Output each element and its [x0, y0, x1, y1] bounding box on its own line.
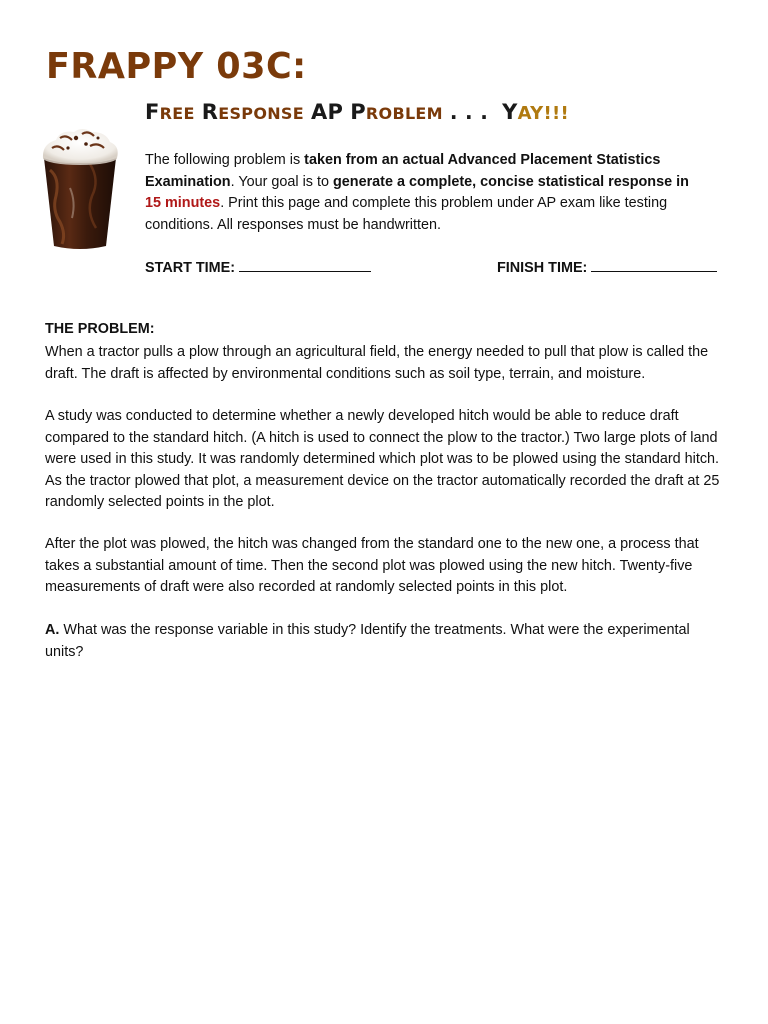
problem-heading: THE PROBLEM: — [45, 321, 155, 337]
start-time-blank — [239, 257, 371, 272]
question-a — [45, 620, 730, 663]
start-time-label: START TIME: — [145, 260, 236, 276]
frappe-drink-icon — [30, 118, 130, 258]
time-limit-highlight: 15 minutes — [145, 195, 221, 211]
question-a-label: A. — [45, 622, 60, 638]
question-a-text: What was the response variable in this study? Identify the treatments. What were the experimental units? — [45, 622, 690, 660]
subtitle-rest-roblem: ROBLEM — [365, 104, 443, 123]
intro-text-1: The following problem is — [145, 152, 305, 168]
subtitle-cap-y: Y — [502, 100, 518, 124]
intro-bold-2: generate a complete, concise statistical response in — [332, 173, 689, 190]
start-time-field — [145, 257, 371, 276]
subtitle-cap-f: F — [145, 100, 160, 124]
subtitle-rest-esponse: ESPONSE — [218, 104, 304, 123]
subtitle-dots: . . . — [449, 100, 489, 124]
subtitle-ap: AP — [310, 100, 344, 124]
page-subtitle — [145, 102, 569, 123]
subtitle-cap-r: R — [201, 100, 219, 124]
intro-text-3: . Print this page and complete this problem under AP exam like testing conditions. All responses must be handwritten. — [145, 195, 668, 233]
problem-paragraph-1: When a tractor pulls a plow through an agricultural field, the energy needed to pull that plow is called the draft. The draft is affected by environmental conditions such as soil type, terrain, and moisture. — [45, 344, 709, 382]
page-title: FRAPPY 03C: — [46, 46, 307, 88]
problem-paragraph-3: After the plot was plowed, the hitch was changed from the standard one to the new one, a process that takes a substantial amount of time. Then the second plot was plowed using the new hitch. Twenty-five measurements of draft were also recorded at randomly selected points in this plot. — [45, 536, 699, 595]
finish-time-blank — [591, 257, 717, 272]
intro-text-2: . Your goal is to — [230, 173, 333, 190]
intro-paragraph — [145, 150, 735, 236]
subtitle-rest-ay: AY!!! — [517, 103, 569, 124]
finish-time-label: FINISH TIME: — [497, 260, 588, 276]
subtitle-rest-ree: REE — [159, 104, 195, 123]
subtitle-cap-p: P — [350, 100, 366, 124]
intro-bold-1: taken from an actual Advanced Placement Statistics Examination — [145, 152, 661, 190]
problem-paragraph-2: A study was conducted to determine whether a newly developed hitch would be able to reduce draft compared to the standard hitch. (A hitch is used to connect the plow to the tractor.) Two large plots of land were used in this study. It was randomly determined which plot was to be plowed using the standard hitch. As the tractor plowed that plot, a measurement device on the tractor automatically recorded the draft at 25 randomly selected points in the plot. — [45, 408, 720, 510]
finish-time-field — [497, 257, 717, 276]
